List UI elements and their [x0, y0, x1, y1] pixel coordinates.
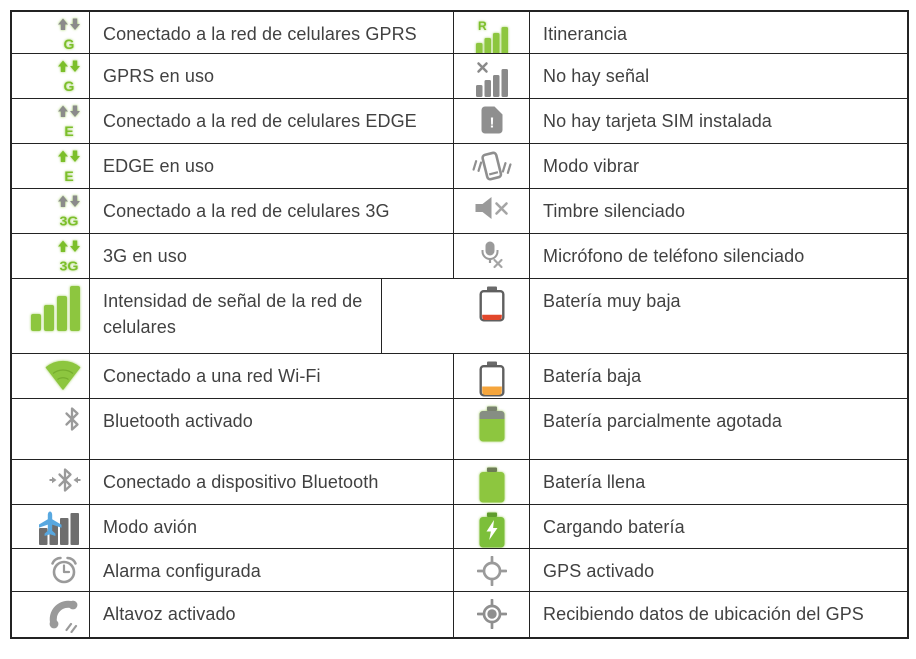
icon-description: Batería muy baja: [543, 291, 681, 311]
speakerphone-on-icon: [47, 598, 81, 633]
icon-cell: [454, 549, 530, 591]
icon-description: EDGE en uso: [90, 144, 454, 188]
icon-cell: [12, 234, 90, 278]
icon-description: No hay señal: [543, 66, 650, 86]
sim-alert-glyph: !: [489, 114, 494, 132]
table-row: [12, 144, 907, 189]
table-row: [12, 549, 907, 592]
icon-description: Conectado a la red de celulares 3G: [90, 189, 454, 233]
no-sim-icon: [481, 106, 503, 134]
roaming-icon: [476, 19, 508, 53]
icon-description: Alarma configurada: [90, 549, 454, 591]
gps-on-icon: [477, 556, 507, 586]
table-row: [12, 505, 907, 549]
icon-cell: [454, 460, 530, 504]
icon-description: Intensidad de señal de la red de celulares: [90, 279, 382, 353]
icon-cell: [454, 99, 530, 143]
icon-description: No hay tarjeta SIM instalada: [543, 111, 772, 131]
bluetooth-connected-icon: [49, 466, 81, 494]
icon-cell: [454, 144, 530, 188]
icon-description: Recibiendo datos de ubicación del GPS: [543, 604, 864, 624]
edge-letter: E: [64, 168, 74, 182]
icon-description: GPRS en uso: [90, 54, 454, 98]
icon-cell: [454, 279, 530, 353]
battery-full-icon: [479, 467, 505, 503]
icon-cell: [12, 592, 90, 637]
icon-cell: [12, 144, 90, 188]
icon-cell: [12, 399, 90, 459]
table-row: [12, 99, 907, 144]
icon-cell: [454, 189, 530, 233]
icon-description: Modo vibrar: [543, 156, 640, 176]
vibrate-mode-icon: [469, 151, 515, 183]
edge-in-use-icon: [57, 150, 81, 182]
icon-cell: [12, 99, 90, 143]
icon-cell: [454, 399, 530, 459]
status-icon-legend-table: [10, 10, 909, 639]
icon-description: Altavoz activado: [90, 592, 454, 637]
icon-cell: [12, 460, 90, 504]
icon-cell: [12, 354, 90, 398]
icon-cell: [454, 505, 530, 548]
icon-description: Conectado a la red de celulares GPRS: [90, 12, 454, 53]
icon-description: Conectado a una red Wi-Fi: [90, 354, 454, 398]
bluetooth-on-icon: [63, 405, 81, 433]
icon-cell: [454, 354, 530, 398]
battery-partial-icon: [479, 406, 505, 442]
threeg-connected-icon: [57, 195, 81, 227]
wifi-connected-icon: [45, 360, 81, 390]
no-signal-icon: [476, 61, 508, 97]
icon-description: Batería baja: [543, 366, 642, 386]
icon-description: Batería parcialmente agotada: [543, 411, 782, 431]
icon-cell: [454, 12, 530, 53]
icon-cell: [12, 549, 90, 591]
threeg-in-use-icon: [57, 240, 81, 272]
icon-cell: [12, 189, 90, 233]
alarm-set-icon: [47, 555, 81, 585]
gprs-letter: G: [63, 36, 75, 50]
icon-description: Bluetooth activado: [90, 399, 454, 459]
table-row: [12, 234, 907, 279]
airplane-mode-icon: [39, 511, 81, 545]
icon-description: GPS activado: [543, 561, 655, 581]
ringer-muted-icon: [475, 196, 509, 220]
threeg-letters: 3G: [59, 214, 79, 227]
table-row: [12, 460, 907, 505]
icon-cell: [12, 54, 90, 98]
icon-cell: [12, 12, 90, 53]
icon-description: Cargando batería: [543, 517, 685, 537]
battery-charging-icon: [479, 512, 505, 548]
table-row: [12, 189, 907, 234]
icon-cell: [454, 592, 530, 637]
icon-description: 3G en uso: [90, 234, 454, 278]
gprs-letter: G: [63, 78, 75, 92]
gprs-connected-icon: [57, 18, 81, 50]
icon-description: Batería llena: [543, 472, 646, 492]
icon-description: Conectado a la red de celulares EDGE: [90, 99, 454, 143]
table-row: [12, 54, 907, 99]
threeg-letters: 3G: [59, 259, 79, 272]
gps-fix-icon: [477, 599, 507, 629]
icon-cell: [12, 279, 90, 353]
icon-description: Itinerancia: [543, 24, 628, 44]
icon-description: Micrófono de teléfono silenciado: [543, 246, 805, 266]
icon-cell: [454, 54, 530, 98]
table-row: [12, 399, 907, 460]
gprs-in-use-icon: [57, 60, 81, 92]
mic-muted-icon: [480, 241, 504, 269]
edge-letter: E: [64, 123, 74, 137]
edge-connected-icon: [57, 105, 81, 137]
roaming-letter: R: [477, 19, 487, 33]
battery-very-low-icon: [479, 286, 505, 322]
table-row: [12, 354, 907, 399]
table-row: [12, 592, 907, 637]
icon-description: Timbre silenciado: [543, 201, 686, 221]
table-row: [12, 279, 907, 354]
icon-cell: [454, 234, 530, 278]
battery-low-icon: [479, 361, 505, 397]
signal-strength-icon: [31, 285, 81, 331]
icon-description: Conectado a dispositivo Bluetooth: [90, 460, 454, 504]
table-row: [12, 12, 907, 54]
icon-description: Modo avión: [90, 505, 454, 548]
icon-cell: [12, 505, 90, 548]
